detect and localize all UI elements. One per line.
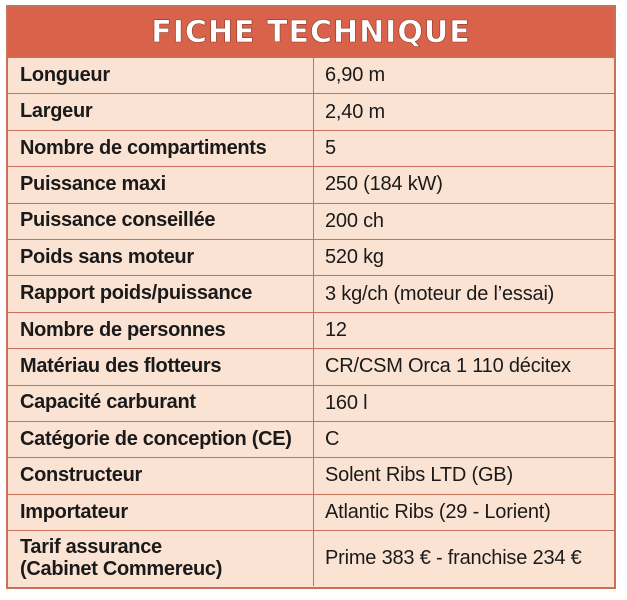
row-value: 200 ch [325,209,384,232]
row-label: Longueur [8,58,314,93]
table-row [8,348,614,384]
row-value: C [325,428,340,451]
row-value: 12 [325,318,347,341]
row-label: Largeur [8,94,314,129]
row-value: Solent Ribs LTD (GB) [325,464,513,487]
table-row [8,275,614,311]
row-label: Rapport poids/puissance [8,276,314,311]
table-row [8,457,614,493]
row-value: 250 (184 kW) [325,173,443,196]
table-row [8,130,614,166]
row-value: Prime 383 € - franchise 234 € [325,547,582,570]
row-value: 520 kg [325,246,384,269]
sheet-title: FICHE TECHNIQUE [151,14,471,50]
row-label: Matériau des flotteurs [8,349,314,384]
table-row [8,312,614,348]
table-row [8,239,614,275]
row-label [8,531,314,586]
table-row [8,203,614,239]
row-value: 160 l [325,391,368,414]
row-label: Nombre de personnes [8,313,314,348]
spec-sheet [6,5,616,589]
row-label: Poids sans moteur [8,240,314,275]
row-label: Importateur [8,495,314,530]
row-label: Nombre de compartiments [8,131,314,166]
spec-table [8,57,614,586]
row-label: Puissance conseillée [8,204,314,239]
row-value: 3 kg/ch (moteur de l’essai) [325,282,555,305]
row-value: 5 [325,136,336,159]
row-label: Constructeur [8,458,314,493]
table-row [8,166,614,202]
table-row [8,57,614,93]
table-row [8,421,614,457]
row-label: Puissance maxi [8,167,314,202]
row-label-line2: (Cabinet Commereuc) [20,557,223,580]
row-value: Atlantic Ribs (29 - Lorient) [325,500,551,523]
table-row [8,530,614,586]
row-label: Catégorie de conception (CE) [8,422,314,457]
table-row [8,494,614,530]
row-value: 2,40 m [325,100,385,123]
row-label-line1: Tarif assurance [20,535,162,558]
title-bar [8,7,614,57]
row-label: Capacité carburant [8,386,314,421]
table-row [8,385,614,421]
row-value: 6,90 m [325,64,385,87]
table-row [8,93,614,129]
row-value: CR/CSM Orca 1 110 décitex [325,355,571,378]
